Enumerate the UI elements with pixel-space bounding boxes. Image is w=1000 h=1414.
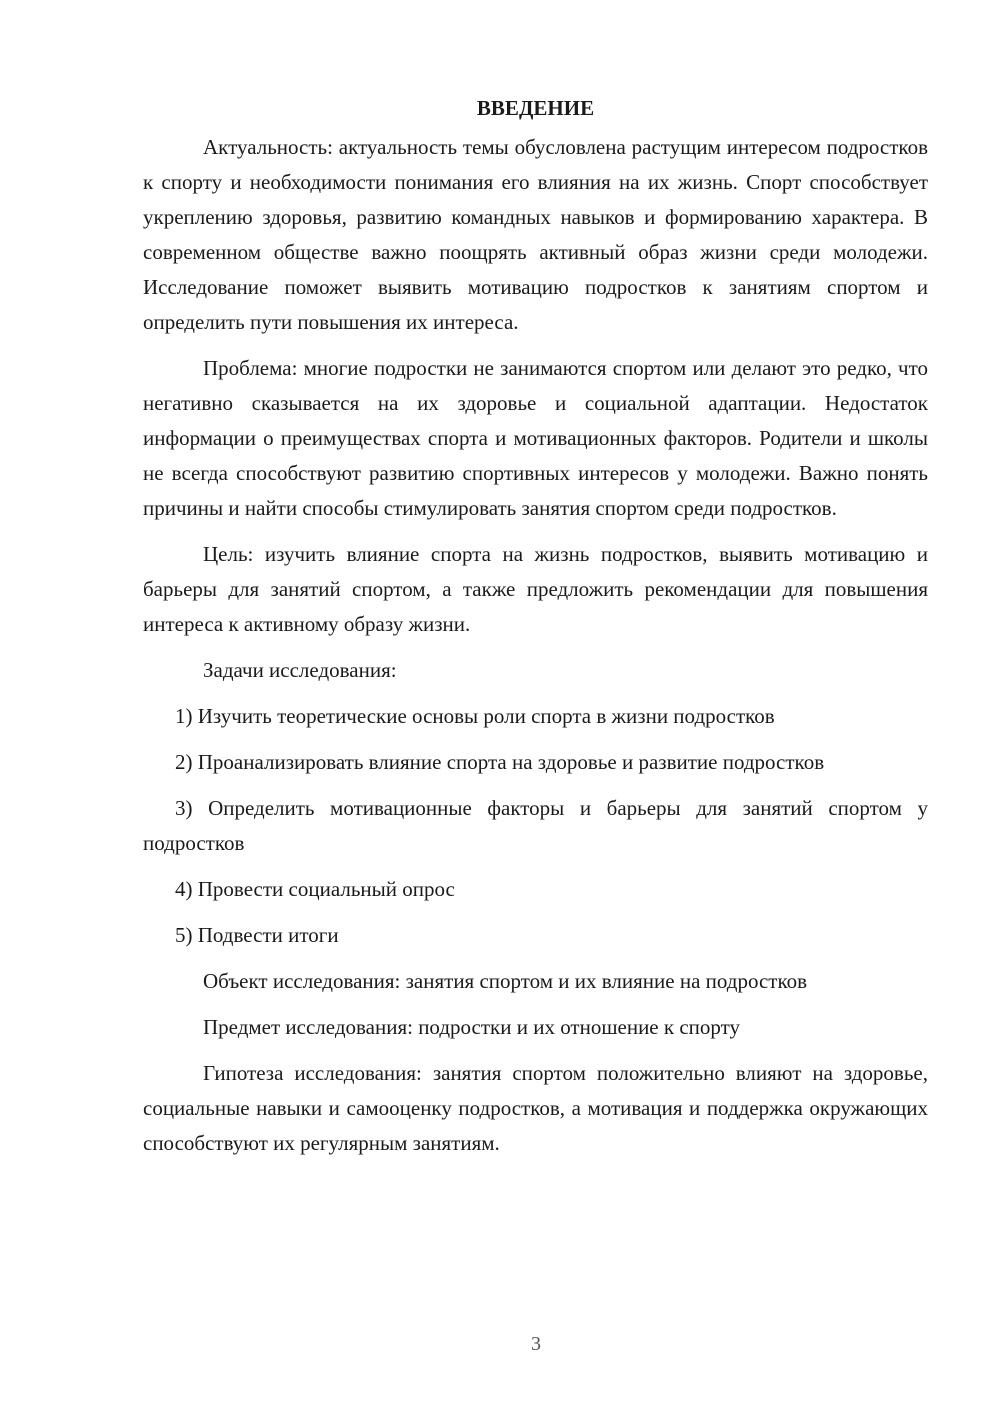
task-item: 5) Подвести итоги: [175, 923, 339, 947]
problem-paragraph: Проблема: многие подростки не занимаются спортом или делают это редко, что негативно сказывается на их здоровье и социальной адаптации. Недостаток информации о преимуществах спорта и мотивационных факторов. Родители и школы не всегда способствуют развитию спортивных интересов у молодежи. Важно понять причины и найти способы стимулировать занятия спортом среди подростков.: [143, 356, 928, 520]
tasks-heading: Задачи исследования:: [203, 658, 397, 682]
research-hypothesis: Гипотеза исследования: занятия спортом положительно влияют на здоровье, социальные навыки и самооценку подростков, а мотивация и поддержка окружающих способствуют их регулярным занятиям.: [143, 1061, 928, 1155]
task-item: 4) Провести социальный опрос: [175, 877, 455, 901]
page-number: 3: [531, 1333, 541, 1355]
task-item: 1) Изучить теоретические основы роли спорта в жизни подростков: [175, 704, 775, 728]
relevance-paragraph: Актуальность: актуальность темы обусловлена растущим интересом подростков к спорту и необходимости понимания его влияния на их жизнь. Спорт способствует укреплению здоровья, развитию командных навыков и формированию характера. В современном обществе важно поощрять активный образ жизни среди молодежи. Исследование поможет выявить мотивацию подростков к занятиям спортом и определить пути повышения их интереса.: [143, 135, 928, 334]
research-subject: Предмет исследования: подростки и их отношение к спорту: [203, 1015, 741, 1039]
task-item: 3) Определить мотивационные факторы и барьеры для занятий спортом у подростков: [143, 796, 928, 855]
research-object: Объект исследования: занятия спортом и их влияние на подростков: [203, 969, 808, 993]
document-page: [143, 91, 928, 1172]
goal-paragraph: Цель: изучить влияние спорта на жизнь подростков, выявить мотивацию и барьеры для занятий спортом, а также предложить рекомендации для повышения интереса к активному образу жизни.: [143, 542, 928, 636]
task-item: 2) Проанализировать влияние спорта на здоровье и развитие подростков: [175, 750, 825, 774]
page-title: ВВЕДЕНИЕ: [476, 96, 595, 120]
